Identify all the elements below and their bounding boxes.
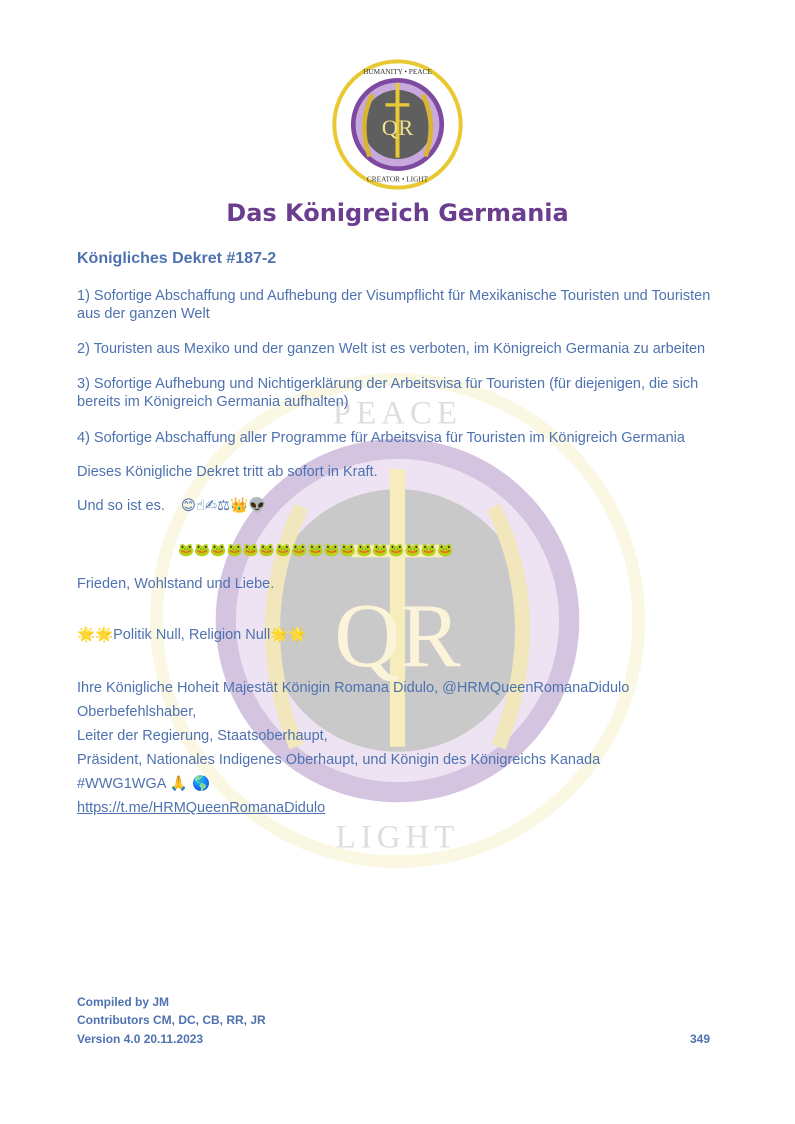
hashtag-emojis: 🙏 🌎 xyxy=(169,776,211,792)
svg-text:CREATOR • LIGHT: CREATOR • LIGHT xyxy=(366,174,429,184)
effect-statement: Dieses Königliche Dekret tritt ab sofort in Kraft. xyxy=(77,464,378,480)
footer-contributors: Contributors CM, DC, CB, RR, JR xyxy=(77,1013,266,1027)
decree-item-1: 1) Sofortige Abschaffung und Aufhebung der Visumpflicht für Mexikanische Touristen und Touristen aus der ganzen Welt xyxy=(77,288,711,322)
telegram-link[interactable]: https://t.me/HRMQueenRomanaDidulo xyxy=(77,800,326,816)
signature-block xyxy=(77,676,722,820)
decree-item-2: 2) Touristen aus Mexiko und der ganzen Welt ist es verboten, im Königreich Germania zu arbeiten xyxy=(77,341,706,357)
star-emojis-right: 🌟🌟 xyxy=(270,627,307,643)
blessing-text: Frieden, Wohlstand und Liebe. xyxy=(77,576,275,592)
closing-emojis: 😊☝✍⚖👑👽 xyxy=(180,498,267,514)
svg-text:QR: QR xyxy=(334,584,461,686)
hashtag-line xyxy=(77,772,722,796)
signature-line-1: Ihre Königliche Hoheit Majestät Königin Romana Didulo, @HRMQueenRomanaDidulo xyxy=(77,680,630,696)
decree-heading: Königliches Dekret #187-2 xyxy=(77,250,277,267)
svg-text:PEACE: PEACE xyxy=(332,395,463,432)
frog-emoji-row: 🐸🐸🐸🐸🐸🐸🐸🐸🐸🐸🐸🐸🐸🐸🐸🐸🐸 xyxy=(178,543,454,558)
svg-text:HUMANITY • PEACE: HUMANITY • PEACE xyxy=(363,66,432,76)
signature-line-4: Präsident, Nationales Indigenes Oberhaupt, und Königin des Königreichs Kanada xyxy=(77,752,601,768)
page-title: Das Königreich Germania xyxy=(226,199,569,227)
decree-item-4: 4) Sofortige Abschaffung aller Programme für Arbeitsvisa für Touristen im Königreich Germania xyxy=(77,430,685,446)
svg-text:QR: QR xyxy=(381,115,414,141)
seal-logo xyxy=(331,58,464,191)
closing-line xyxy=(77,497,722,515)
decree-item-3: 3) Sofortige Aufhebung und Nichtigerklärung der Arbeitsvisa für Touristen (für diejenigen, die sich bereits im Königreich Germania aufhalten) xyxy=(77,376,699,410)
politics-text: Politik Null, Religion Null xyxy=(113,627,271,643)
page-number: 349 xyxy=(690,1032,711,1046)
star-emojis-left: 🌟🌟 xyxy=(77,627,114,643)
footer-compiled: Compiled by JM xyxy=(77,995,170,1009)
svg-text:LIGHT: LIGHT xyxy=(335,819,460,856)
footer-version: Version 4.0 20.11.2023 xyxy=(77,1032,204,1046)
politics-line xyxy=(77,626,722,644)
closing-text: Und so ist es. xyxy=(77,498,165,514)
hashtag: #WWG1WGA xyxy=(77,776,166,792)
signature-line-2: Oberbefehlshaber, xyxy=(77,704,197,720)
signature-line-3: Leiter der Regierung, Staatsoberhaupt, xyxy=(77,728,328,744)
